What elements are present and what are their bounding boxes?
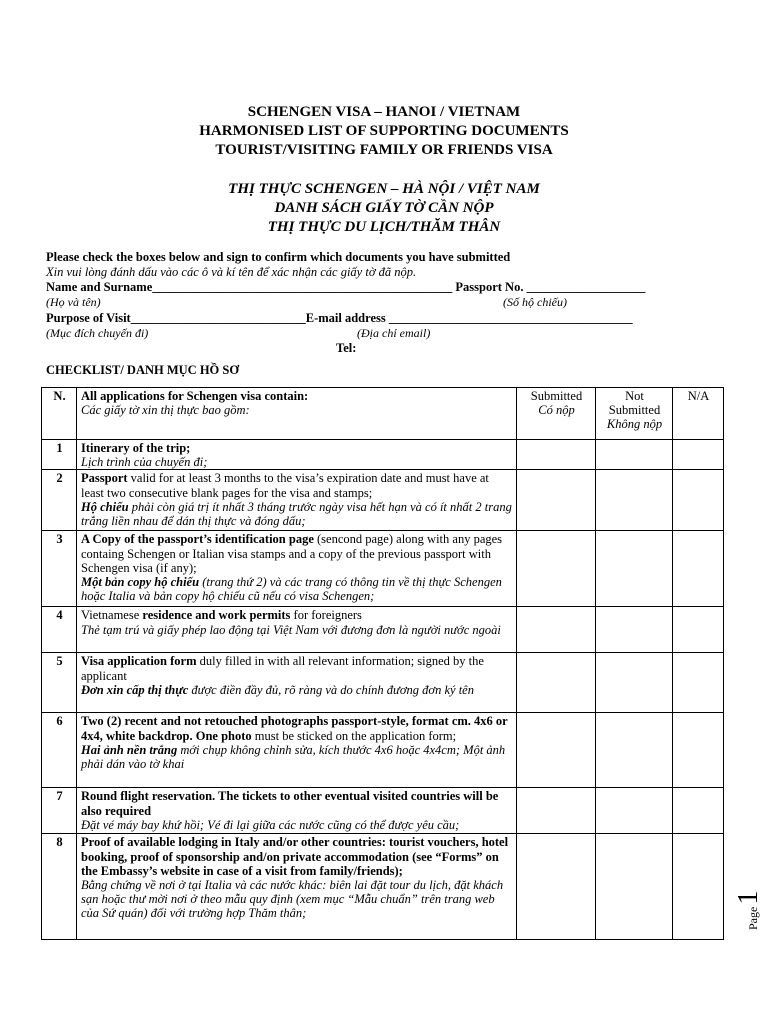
header-n: N. <box>42 388 77 440</box>
row-en-bold: residence and work permits <box>142 608 291 623</box>
row-number: 8 <box>42 834 77 940</box>
row-description <box>77 531 517 607</box>
header-desc-vi: Các giấy tờ xin thị thực bao gồm: <box>81 403 250 418</box>
passport-field[interactable]: ___________________ <box>526 280 646 294</box>
row-en-bold: Passport <box>81 471 128 486</box>
submitted-checkbox[interactable] <box>517 653 596 713</box>
row-vi-bold: Hộ chiếu <box>81 499 129 514</box>
purpose-vi: (Mục đích chuyến đi) <box>46 326 149 340</box>
not-submitted-checkbox[interactable] <box>596 834 673 940</box>
submitted-checkbox[interactable] <box>517 607 596 653</box>
row-vi-text: phải còn giá trị ít nhất 3 tháng trước ngày visa hết hạn và có ít nhất 2 trang trắng liền nhau để dán thị thực và đóng dấu; <box>81 499 512 529</box>
table-row <box>42 834 724 940</box>
table-row <box>42 470 724 531</box>
table-row <box>42 531 724 607</box>
instructions-en: Please check the boxes below and sign to confirm which documents you have submitted <box>46 250 511 264</box>
table-row <box>42 788 724 834</box>
na-checkbox[interactable] <box>673 713 724 788</box>
not-submitted-checkbox[interactable] <box>596 713 673 788</box>
purpose-email-row <box>46 311 633 326</box>
table-row <box>42 440 724 470</box>
passport-vi: (Số hộ chiếu) <box>503 295 567 309</box>
submitted-checkbox[interactable] <box>517 531 596 607</box>
row-vi-bold: Đơn xin cấp thị thực <box>81 682 189 697</box>
header-description <box>77 388 517 440</box>
not-submitted-checkbox[interactable] <box>596 531 673 607</box>
not-submitted-checkbox[interactable] <box>596 440 673 470</box>
row-vi-text: Lịch trình của chuyến đi; <box>81 455 208 470</box>
page-number: 1 <box>733 890 764 905</box>
header-na: N/A <box>673 388 724 440</box>
row-vi-bold: Một bản copy hộ chiếu <box>81 575 200 590</box>
submitted-checkbox[interactable] <box>517 834 596 940</box>
header-submitted-en: Submitted <box>530 389 583 403</box>
row-description <box>77 713 517 788</box>
vn-title-line-1: THỊ THỰC SCHENGEN – HÀ NỘI / VIỆT NAM <box>228 181 540 197</box>
row-en-text: must be sticked on the application form; <box>251 728 457 743</box>
row-en-text: for foreigners <box>290 608 362 623</box>
checklist-heading: CHECKLIST/ DANH MỤC HỒ SƠ <box>46 363 240 377</box>
passport-label: Passport No. <box>455 280 524 294</box>
header-not-submitted <box>596 388 673 440</box>
page-number-label <box>733 891 765 930</box>
row-vi-text: (trang thứ 2) và các trang có thông tin về thị thực Schengen hoặc Italia và bản copy hộ chiếu cũ nếu có visa Schengen; <box>81 575 502 604</box>
english-title <box>0 103 768 160</box>
submitted-checkbox[interactable] <box>517 440 596 470</box>
row-number: 3 <box>42 531 77 607</box>
name-vi: (Họ và tên) <box>46 295 101 309</box>
title-line-1: SCHENGEN VISA – HANOI / VIETNAM <box>247 104 521 120</box>
na-checkbox[interactable] <box>673 834 724 940</box>
row-number: 1 <box>42 440 77 470</box>
row-en-bold: Itinerary of the trip; <box>81 441 191 455</box>
row-en-bold: A Copy of the passport’s identification page <box>81 532 314 547</box>
page-word: Page <box>746 906 760 930</box>
row-en-text: duly filled in with all relevant information; signed by the applicant <box>81 654 484 683</box>
not-submitted-checkbox[interactable] <box>596 607 673 653</box>
row-description <box>77 470 517 531</box>
row-vi-text: Thẻ tạm trú và giấy phép lao động tại Việt Nam với đương đơn là người nước ngoài <box>81 622 501 637</box>
row-vi-text: Bằng chứng về nơi ở tại Italia và các nước khác: biên lai đặt tour du lịch, đặt khách sạn hoặc thư mời nơi ở theo mẫu quy định (xem mục “Mẫu chuẩn” trên trang web của Sứ quán) đối với trường hợp Thăm thân; <box>81 878 504 921</box>
title-line-2: HARMONISED LIST OF SUPPORTING DOCUMENTS <box>199 123 569 139</box>
title-line-3: TOURIST/VISITING FAMILY OR FRIENDS VISA <box>215 142 553 158</box>
row-description <box>77 834 517 940</box>
row-en-bold: Visa application form <box>81 654 197 669</box>
vn-title-line-2: DANH SÁCH GIẤY TỜ CẦN NỘP <box>274 200 494 216</box>
row-en-prefix: Vietnamese <box>81 608 143 623</box>
na-checkbox[interactable] <box>673 607 724 653</box>
header-not-submitted-en: Not Submitted <box>608 389 661 418</box>
not-submitted-checkbox[interactable] <box>596 470 673 531</box>
na-checkbox[interactable] <box>673 653 724 713</box>
table-row <box>42 607 724 653</box>
table-header-row <box>42 388 724 440</box>
not-submitted-checkbox[interactable] <box>596 788 673 834</box>
row-number: 5 <box>42 653 77 713</box>
na-checkbox[interactable] <box>673 440 724 470</box>
instructions-vi: Xin vui lòng đánh dấu vào các ô và kí tên để xác nhận các giấy tờ đã nộp. <box>46 265 417 279</box>
name-field[interactable]: ________________________________________________ <box>152 280 453 294</box>
row-en-text: (sencond page) along with any pages containg Schengen or Italian visa stamps and a copy of the previous passport with Schengen visa (if any); <box>81 532 503 575</box>
name-passport-row <box>46 280 645 295</box>
checklist-table <box>41 387 724 940</box>
row-en-bold: Proof of available lodging in Italy and/or other countries: tourist vouchers, hotel booking, proof of sponsorship and/on private accommodation (see “Forms” on the Embassy’s website in case of a visit from family/friends); <box>81 835 509 878</box>
vietnamese-title <box>0 180 768 237</box>
header-desc-en: All applications for Schengen visa contain: <box>81 389 309 403</box>
submitted-checkbox[interactable] <box>517 470 596 531</box>
row-vi-bold: Hai ảnh nền trắng <box>81 742 178 757</box>
row-description <box>77 607 517 653</box>
table-row <box>42 713 724 788</box>
row-vi-text: được điền đầy đủ, rõ ràng và do chính đương đơn ký tên <box>188 682 474 697</box>
not-submitted-checkbox[interactable] <box>596 653 673 713</box>
row-description <box>77 788 517 834</box>
row-number: 6 <box>42 713 77 788</box>
na-checkbox[interactable] <box>673 531 724 607</box>
header-submitted <box>517 388 596 440</box>
purpose-label: Purpose of Visit <box>46 311 131 325</box>
row-en-text: valid for at least 3 months to the visa’s expiration date and must have at least two consecutive blank pages for the visa and stamps; <box>81 471 489 500</box>
submitted-checkbox[interactable] <box>517 788 596 834</box>
row-vi-text: mới chụp không chỉnh sửa, kích thước 4x6 hoặc 4x4cm; Một ảnh phải dán vào tờ khai <box>81 742 506 772</box>
row-en-bold: Round flight reservation. The tickets to other eventual visited countries will be also required <box>81 789 499 818</box>
name-label: Name and Surname <box>46 280 153 294</box>
row-number: 7 <box>42 788 77 834</box>
na-checkbox[interactable] <box>673 788 724 834</box>
row-number: 2 <box>42 470 77 531</box>
row-description <box>77 653 517 713</box>
row-en-bold: Two (2) recent and not retouched photographs passport-style, format cm. 4x6 or 4x4, white backdrop. One photo <box>81 714 508 743</box>
tel-label: Tel: <box>336 341 357 355</box>
email-label: E-mail address <box>305 311 386 325</box>
email-field[interactable]: _______________________________________ <box>388 311 633 325</box>
row-number: 4 <box>42 607 77 653</box>
header-not-submitted-vi: Không nộp <box>606 417 663 432</box>
table-row <box>42 653 724 713</box>
header-submitted-vi: Có nộp <box>538 403 575 418</box>
vn-title-line-3: THỊ THỰC DU LỊCH/THĂM THÂN <box>267 219 501 235</box>
row-vi-text: Đặt vé máy bay khứ hồi; Vé đi lại giữa các nước cũng có thể được yêu cầu; <box>81 817 460 832</box>
submitted-checkbox[interactable] <box>517 713 596 788</box>
purpose-field[interactable]: ____________________________ <box>130 311 306 325</box>
email-vi: (Địa chỉ email) <box>357 326 431 340</box>
na-checkbox[interactable] <box>673 470 724 531</box>
row-description <box>77 440 517 470</box>
